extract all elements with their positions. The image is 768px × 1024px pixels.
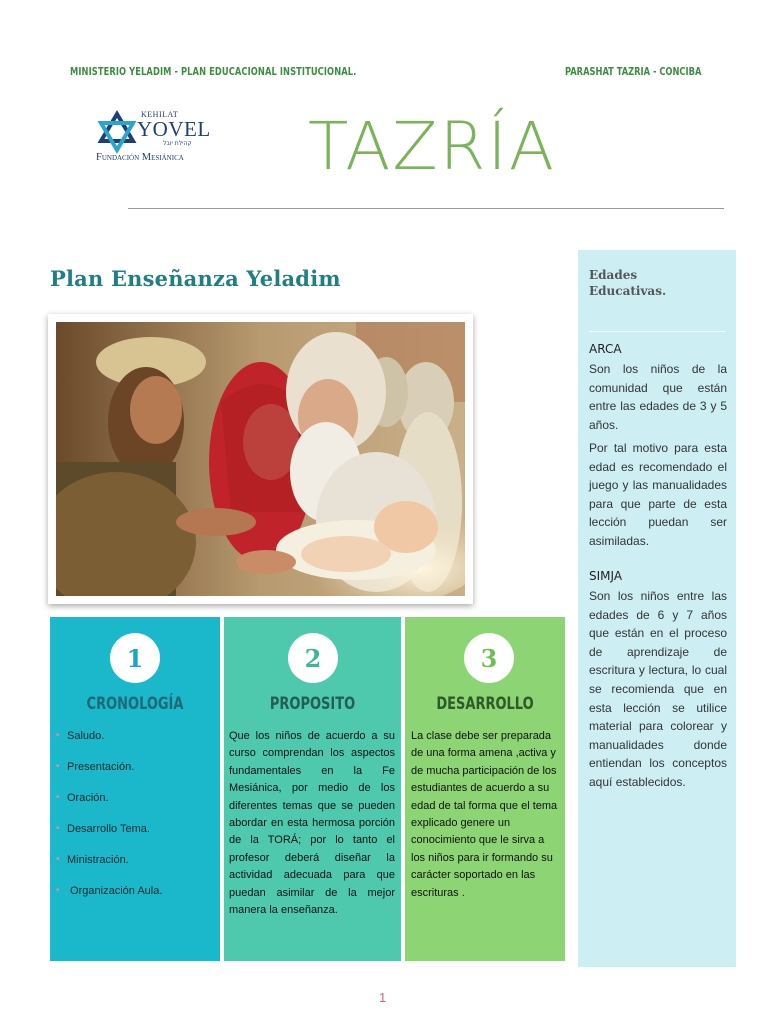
- nativity-illustration: [56, 322, 465, 596]
- logo-yovel: YOVEL: [137, 117, 211, 141]
- header-right-text: PARASHAT TAZRIA - CONCIBA: [565, 66, 702, 78]
- header-divider: [128, 208, 724, 209]
- star-of-david-icon: [95, 110, 139, 154]
- logo-fundacion: Fundación Mesiánica: [96, 152, 184, 163]
- column-heading: CRONOLOGÍA: [86, 694, 184, 714]
- illustration-frame: [48, 314, 473, 604]
- sidebar-heading: Edades Educativas.: [589, 268, 667, 298]
- list-item: • Oración.: [56, 791, 162, 822]
- list-item: • Desarrollo Tema.: [56, 822, 162, 853]
- arca-title: ARCA: [589, 342, 622, 356]
- logo-kehilat: KEHILAT: [141, 110, 179, 119]
- simja-text: Son los niños entre las edades de 6 y 7 años que están en el proceso de aprendizaje de escritura y lectura, lo cual se recomienda que en esta lección se utilice material para colorear y manualidades donde entiendan los conceptos aquí establecidos.: [589, 589, 727, 789]
- column-cronologia: [50, 617, 220, 961]
- list-item: • Saludo.: [56, 729, 162, 760]
- proposito-text: Que los niños de acuerdo a su curso comprendan los aspectos fundamentales en la Fe Mesiánica, por medio de los diferentes temas que se pueden abordar en esta hermosa porción de la TORÁ; por lo tanto el profesor deberá diseñar la actividad adecuada para que puedan asimilar de la mejor manera la enseñanza.: [229, 730, 395, 917]
- column-heading: PROPOSITO: [269, 694, 356, 714]
- number-badge: 3: [464, 633, 514, 683]
- section-title: Plan Enseñanza Yeladim: [50, 266, 341, 291]
- desarrollo-text: La clase debe ser preparada de una forma amena ,activa y de mucha participación de los estudiantes de acuerdo a su edad de tal forma que el tema explicado genere un conocimiento que le sirva a los niños para ir formando su carácter soportado en las escrituras .: [411, 730, 558, 899]
- logo-hebrew: קהילת יובל: [163, 140, 192, 147]
- number-badge: 1: [110, 633, 160, 683]
- column-heading: DESARROLLO: [436, 694, 534, 714]
- arca-text: Son los niños de la comunidad que están entre las edades de 3 y 5 años.: [589, 362, 727, 432]
- page-number: 1: [379, 990, 387, 1005]
- column-desarrollo: [405, 617, 565, 961]
- number-badge: 2: [288, 633, 338, 683]
- sidebar-edades: [578, 250, 736, 967]
- arca-text-2: Por tal motivo para esta edad es recomendado el juego y las manualidades para que parte de esta lección puedan ser asimiladas.: [589, 441, 727, 548]
- header-left-text: MINISTERIO YELADIM - PLAN EDUCACIONAL INSTITUCIONAL.: [70, 66, 357, 78]
- column-proposito: [224, 617, 401, 961]
- simja-title: SIMJA: [589, 569, 623, 583]
- page-title: TAZRÍA: [308, 108, 557, 185]
- list-item: • Ministración.: [56, 853, 162, 884]
- list-item: • Presentación.: [56, 760, 162, 791]
- list-item: • Organización Aula.: [56, 884, 162, 915]
- yovel-logo: [95, 110, 210, 170]
- cronologia-list: [56, 729, 162, 915]
- sidebar-divider: [589, 331, 725, 332]
